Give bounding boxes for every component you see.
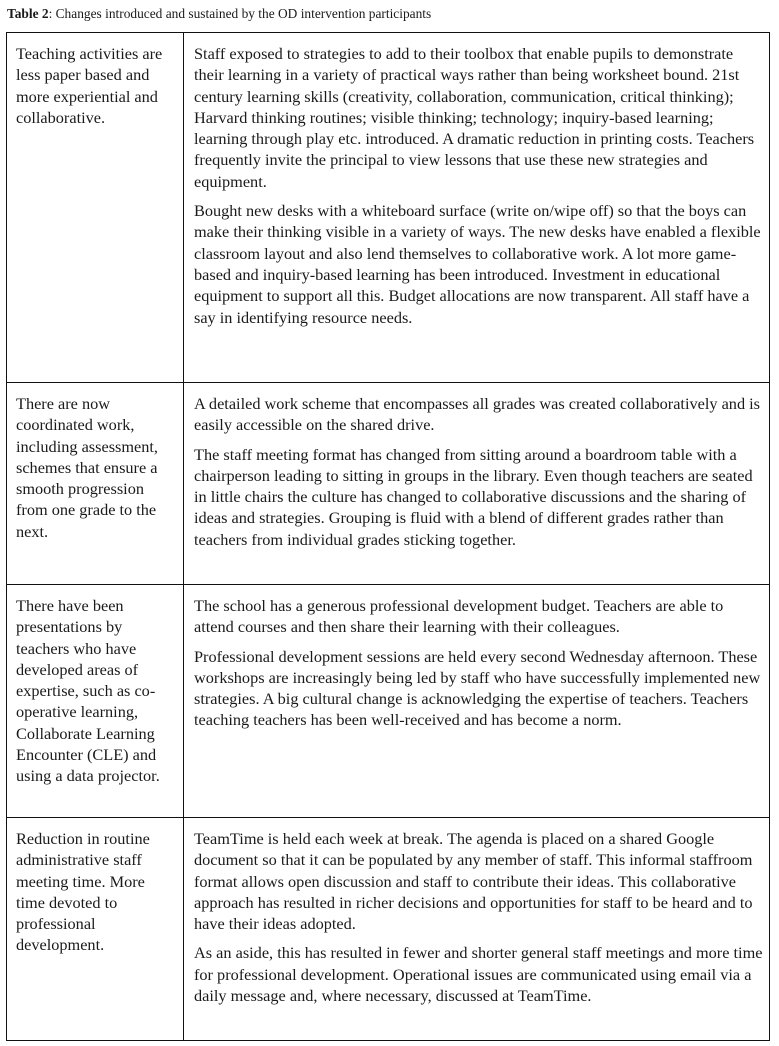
evidence-paragraph: The school has a generous professional development budget. Teachers are able to attend courses and then share their learning with their colleagues. xyxy=(194,596,724,637)
change-cell xyxy=(7,818,184,1041)
evidence-paragraph: As an aside, this has resulted in fewer and shorter general staff meetings and more time for professional development. Operational issues are communicated using email via a daily message and, where necessary, discussed at TeamTime. xyxy=(194,943,763,1006)
evidence-cell xyxy=(184,383,770,585)
evidence-cell xyxy=(184,818,770,1041)
evidence-paragraph: Bought new desks with a whiteboard surface (write on/wipe off) so that the boys can make their thinking visible in a variety of ways. The new desks have enabled a flexible classroom layout and also lend themselves to collaborative work. A lot more game-based and inquiry-based learning has been introduced. Investment in educational equipment to support all this. Budget allocations are now transparent. All staff have a say in identifying resource needs. xyxy=(194,201,761,327)
table-caption-label: Table 2 xyxy=(7,6,49,21)
change-text: Reduction in routine administrative staff meeting time. More time devoted to professional development. xyxy=(16,829,150,955)
table-caption-text: : Changes introduced and sustained by the OD intervention participants xyxy=(48,6,432,21)
change-text: There are now coordinated work, including assessment, schemes that ensure a smooth progression from one grade to the next. xyxy=(16,394,158,541)
evidence-paragraph: Professional development sessions are held every second Wednesday afternoon. These workshops are increasingly being led by staff who have successfully implemented new strategies. A big cultural change is acknowledging the expertise of teachers. Teachers teaching teachers has been well-received and has become a norm. xyxy=(194,646,761,730)
change-cell xyxy=(7,33,184,383)
change-cell xyxy=(7,585,184,818)
change-text: There have been presentations by teachers who have developed areas of expertise, such as co-operative learning, Collaborate Learning Encounter (CLE) and using a data projector. xyxy=(16,596,160,786)
table-row xyxy=(7,383,770,585)
evidence-paragraph: The staff meeting format has changed from sitting around a boardroom table with a chairperson leading to sitting in groups in the library. Even though teachers are seated in little chairs the culture has changed to collaborative discussions and the sharing of ideas and strategies. Grouping is fluid with a blend of different grades rather than teachers from individual grades sticking together. xyxy=(194,444,753,549)
evidence-cell xyxy=(184,585,770,818)
evidence-paragraph: Staff exposed to strategies to add to their toolbox that enable pupils to demonstrate their learning in a variety of practical ways rather than being worksheet bound. 21st century learning skills (creativity, collaboration, communication, critical thinking); Harvard thinking routines; visible thinking; technology; inquiry-based learning; learning through play etc. introduced. A dramatic reduction in printing costs. Teachers frequently invite the principal to view lessons that use these new strategies and equipment. xyxy=(194,44,755,191)
change-cell xyxy=(7,383,184,585)
evidence-paragraph: TeamTime is held each week at break. The agenda is placed on a shared Google document so that it can be populated by any member of staff. This informal staffroom format allows open discussion and staff to contribute their ideas. This collaborative approach has resulted in richer decisions and opportunities for staff to be heard and to have their ideas adopted. xyxy=(194,829,753,934)
change-text: Teaching activities are less paper based and more experiential and collaborative. xyxy=(16,44,163,127)
table-row xyxy=(7,818,770,1041)
changes-table xyxy=(6,32,770,1041)
table-row xyxy=(7,585,770,818)
evidence-paragraph: A detailed work scheme that encompasses all grades was created collaboratively and is easily accessible on the shared drive. xyxy=(194,394,761,435)
table-caption xyxy=(7,5,431,23)
table-row xyxy=(7,33,770,383)
evidence-cell xyxy=(184,33,770,383)
